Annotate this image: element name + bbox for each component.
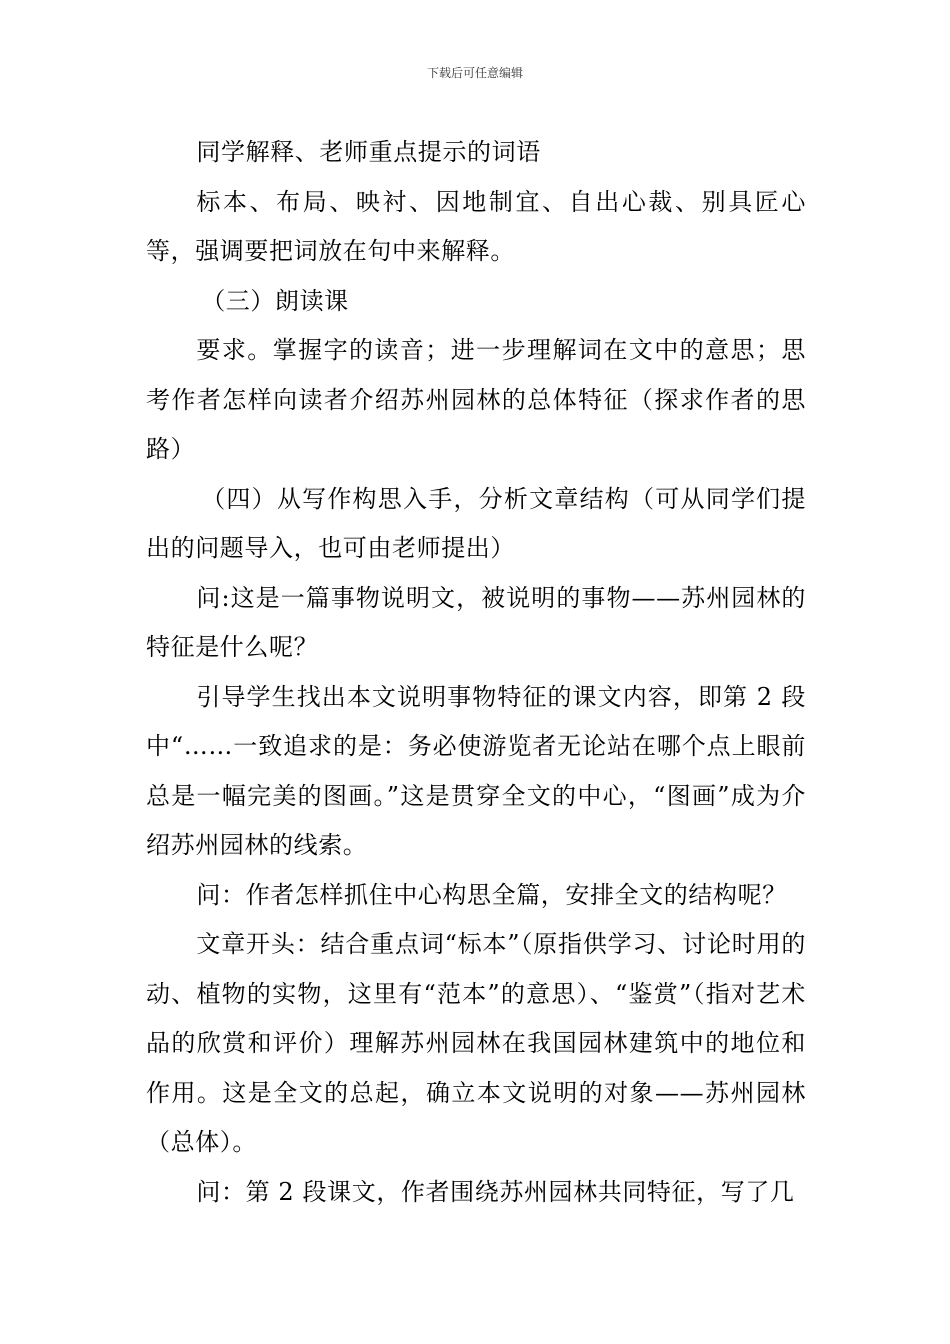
paragraph: 问:这是一篇事物说明文，被说明的事物——苏州园林的特征是什么呢？ bbox=[146, 583, 806, 661]
document-body bbox=[146, 128, 806, 1217]
page-header: 下载后可任意编辑 bbox=[426, 66, 523, 80]
paragraph: 要求。掌握字的读音；进一步理解词在文中的意思；思考作者怎样向读者介绍苏州园林的总体特征（探求作者的思路） bbox=[146, 336, 806, 463]
paragraph: 同学解释、老师重点提示的词语 bbox=[196, 138, 541, 166]
paragraph: 引导学生找出本文说明事物特征的课文内容，即第 2 段中“……一致追求的是：务必使游览者无论站在哪个点上眼前总是一幅完美的图画。”这是贯穿全文的中心，“图画”成为介绍苏州园林的线索。 bbox=[146, 682, 806, 859]
section-heading: （三）朗读课 bbox=[201, 286, 349, 315]
paragraph: 问：作者怎样抓住中心构思全篇，安排全文的结构呢？ bbox=[196, 880, 787, 909]
paragraph: 问：第 2 段课文，作者围绕苏州园林共同特征，写了几 bbox=[196, 1177, 795, 1206]
section-heading: （四）从写作构思入手，分析文章结构（可从同学们提出的问题导入，也可由老师提出） bbox=[146, 484, 806, 562]
paragraph: 文章开头：结合重点词“标本”（原指供学习、讨论时用的动、植物的实物，这里有“范本”的意思）、“鉴赏”（指对艺术品的欣赏和评价）理解苏州园林在我国园林建筑中的地位和作用。这是全文的总起，确立本文说明的对象——苏州园林（总体）。 bbox=[146, 930, 806, 1156]
paragraph: 标本、布局、映衬、因地制宜、自出心裁、别具匠心等，强调要把词放在句中来解释。 bbox=[146, 187, 806, 265]
